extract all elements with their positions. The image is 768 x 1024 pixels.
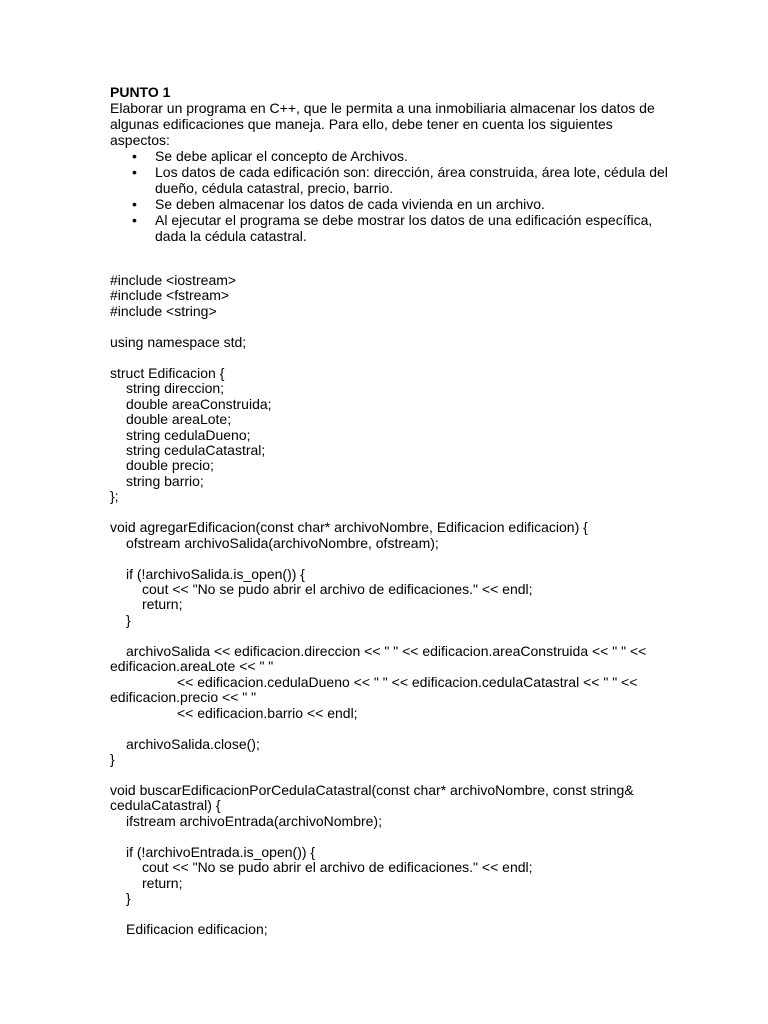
bullet-icon: • — [132, 164, 137, 180]
bullet-icon: • — [132, 148, 137, 164]
code-line: if (!archivoSalida.is_open()) { — [126, 565, 305, 582]
code-line: archivoSalida << edificacion.direccion << " " << edificacion.areaConstruida << " " << — [126, 642, 647, 659]
code-line: ifstream archivoEntrada(archivoNombre); — [126, 812, 382, 829]
code-line: double areaLote; — [126, 411, 232, 428]
code-line — [110, 350, 670, 365]
code-line: cedulaCatastral) { — [110, 797, 221, 814]
code-line — [110, 505, 670, 520]
code-line: } — [110, 750, 115, 767]
code-line: void buscarEdificacionPorCedulaCatastral(const char* archivoNombre, const string& — [110, 781, 634, 798]
code-line: #include <fstream> — [110, 287, 230, 304]
code-line: << edificacion.barrio << endl; — [177, 704, 358, 721]
code-line: }; — [110, 488, 119, 505]
bullet-icon: • — [132, 212, 137, 228]
code-line: #include <iostream> — [110, 272, 237, 288]
code-line: string cedulaCatastral; — [126, 441, 266, 458]
code-line: ofstream archivoSalida(archivoNombre, ofstream); — [126, 534, 439, 551]
code-line: edificacion.areaLote << " " — [110, 658, 274, 675]
requirements-list — [110, 148, 670, 244]
code-listing — [110, 273, 670, 937]
list-item-text: Se debe aplicar el concepto de Archivos. — [155, 148, 408, 164]
intro-paragraph: Elaborar un programa en C++, que le permita a una inmobiliaria almacenar los datos de algunas edificaciones que maneja. Para ello, debe tener en cuenta los siguientes aspectos: — [110, 100, 655, 148]
code-line: archivoSalida.close(); — [126, 735, 260, 752]
code-line: } — [126, 611, 131, 628]
code-line — [110, 767, 670, 782]
code-line: return; — [142, 596, 183, 613]
list-item — [110, 196, 670, 212]
list-item-text: Al ejecutar el programa se debe mostrar los datos de una edificación específica, dada la cédula catastral. — [155, 212, 653, 244]
code-line: edificacion.precio << " " — [110, 689, 257, 706]
code-line: cout << "No se pudo abrir el archivo de edificaciones." << endl; — [142, 581, 533, 597]
code-line: string barrio; — [126, 472, 204, 489]
code-line: double precio; — [126, 457, 214, 474]
list-item — [110, 148, 670, 164]
code-line: cout << "No se pudo abrir el archivo de edificaciones." << endl; — [142, 859, 533, 876]
code-line: void agregarEdificacion(const char* archivoNombre, Edificacion edificacion) { — [110, 519, 588, 536]
list-item — [110, 164, 670, 196]
code-line — [110, 721, 670, 736]
list-item-text: Se deben almacenar los datos de cada vivienda en un archivo. — [155, 196, 545, 212]
code-line: string direccion; — [126, 380, 225, 397]
code-line: if (!archivoEntrada.is_open()) { — [126, 843, 316, 860]
code-line — [110, 551, 670, 566]
code-line — [110, 906, 670, 921]
code-line: << edificacion.cedulaDueno << " " << edificacion.cedulaCatastral << " " << — [177, 673, 638, 690]
code-line: double areaConstruida; — [126, 395, 272, 412]
code-line: struct Edificacion { — [110, 364, 225, 381]
list-item-text: Los datos de cada edificación son: dirección, área construida, área lote, cédula del dueño, cédula catastral, precio, barrio. — [155, 164, 668, 196]
code-line — [110, 628, 670, 643]
code-line: string cedulaDueno; — [126, 426, 251, 443]
list-item — [110, 212, 670, 244]
code-line: #include <string> — [110, 302, 217, 319]
code-line: using namespace std; — [110, 333, 247, 350]
code-line: } — [126, 890, 131, 906]
bullet-icon: • — [132, 196, 137, 212]
section-heading: PUNTO 1 — [110, 84, 171, 100]
code-line: return; — [142, 874, 183, 891]
code-line: Edificacion edificacion; — [126, 920, 268, 937]
code-line — [110, 829, 670, 844]
code-line — [110, 319, 670, 334]
